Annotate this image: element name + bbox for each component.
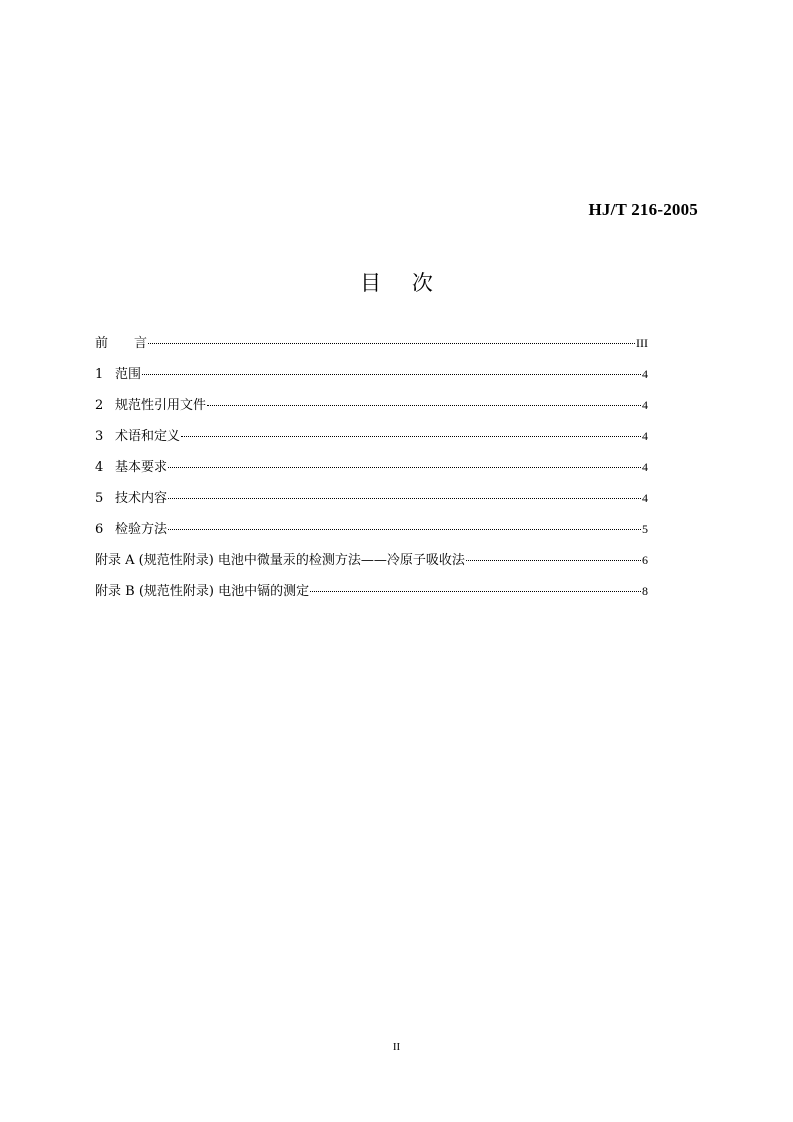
toc-entry-label: 附录 B (规范性附录) 电池中镉的测定: [95, 584, 310, 599]
toc-entry-basic-requirements[interactable]: [95, 457, 648, 488]
toc-dot-leader: [168, 467, 641, 468]
toc-entry-page: 4: [642, 429, 648, 443]
toc-entry-normative-references[interactable]: [95, 395, 648, 426]
toc-dot-leader: [168, 498, 641, 499]
table-of-contents: [95, 333, 648, 612]
toc-entry-label: 术语和定义: [115, 429, 181, 444]
toc-entry-page: 5: [642, 522, 648, 536]
toc-entry-technical-content[interactable]: [95, 488, 648, 519]
toc-entry-number: 4: [95, 460, 104, 475]
toc-entry-number: 2: [95, 398, 104, 413]
toc-entry-appendix-b[interactable]: [95, 581, 648, 612]
toc-entry-number: 1: [95, 367, 104, 382]
standard-code: HJ/T 216-2005: [588, 200, 698, 219]
toc-entry-label: 前 言: [95, 336, 148, 351]
toc-entry-page: 4: [642, 460, 648, 474]
toc-entry-appendix-a[interactable]: [95, 550, 648, 581]
toc-entry-page: 8: [642, 584, 648, 598]
toc-entry-page: 4: [642, 398, 648, 412]
toc-entry-page: 4: [642, 491, 648, 505]
toc-dot-leader: [466, 560, 641, 561]
toc-entry-label: 附录 A (规范性附录) 电池中微量汞的检测方法——冷原子吸收法: [95, 553, 465, 568]
toc-dot-leader: [148, 343, 635, 344]
toc-entry-page: 4: [642, 367, 648, 381]
toc-entry-scope[interactable]: [95, 364, 648, 395]
toc-entry-page: III: [636, 336, 648, 350]
toc-dot-leader: [168, 529, 641, 530]
toc-dot-leader: [142, 374, 641, 375]
toc-dot-leader: [310, 591, 641, 592]
toc-entry-label: 范围: [115, 367, 142, 382]
toc-entry-test-methods[interactable]: [95, 519, 648, 550]
toc-entry-foreword[interactable]: [95, 333, 648, 364]
toc-entry-label: 技术内容: [115, 491, 168, 506]
toc-entry-page: 6: [642, 553, 648, 567]
toc-entry-label: 规范性引用文件: [115, 398, 207, 413]
toc-dot-leader: [181, 436, 641, 437]
toc-entry-number: 3: [95, 429, 104, 444]
toc-entry-label: 检验方法: [115, 522, 168, 537]
toc-entry-terms-definitions[interactable]: [95, 426, 648, 457]
page-title: 目 次: [360, 271, 445, 295]
page-number: II: [392, 1041, 401, 1053]
toc-entry-number: 5: [95, 491, 104, 506]
toc-entry-label: 基本要求: [115, 460, 168, 475]
toc-dot-leader: [207, 405, 641, 406]
toc-entry-number: 6: [95, 522, 104, 537]
